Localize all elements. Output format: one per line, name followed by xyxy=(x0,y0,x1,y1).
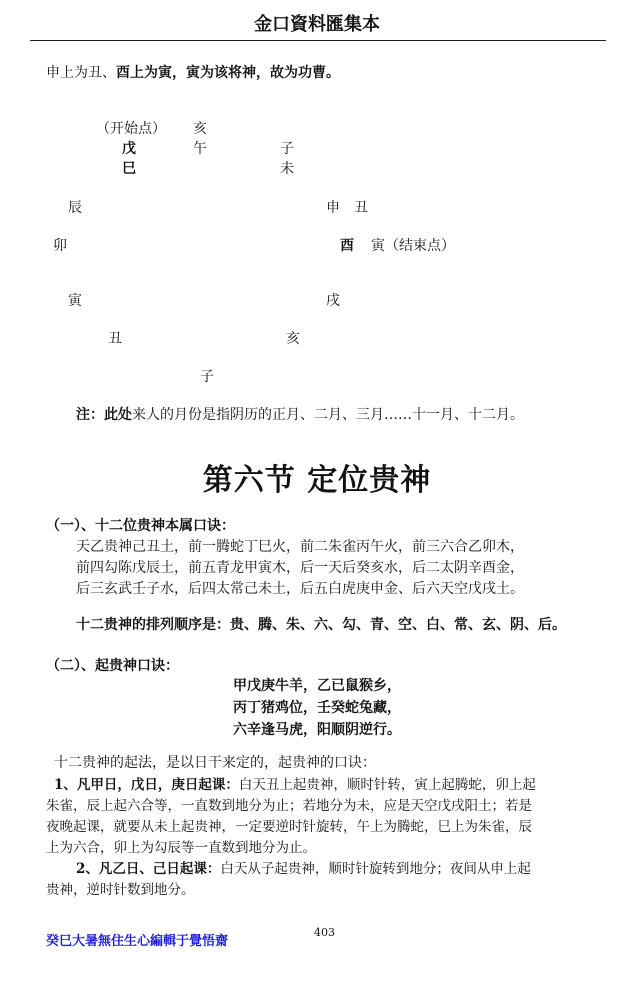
intro-bold: 酉上为寅，寅为该将神，故为功曹。 xyxy=(116,65,340,81)
part1-line-3: 后三玄武壬子水，后四太常己未土，后五白虎庚申金、后六天空戊戌土。 xyxy=(76,581,524,597)
rule2-label: 2、凡乙日、己日起课： xyxy=(76,861,221,877)
diagram-xu-right: 戌 xyxy=(326,293,340,309)
page-number: 403 xyxy=(314,926,335,939)
diagram-chou-low: 丑 xyxy=(108,331,122,347)
diagram-start-label: （开始点） xyxy=(96,121,166,137)
diagram-wei: 未 xyxy=(280,161,294,177)
diagram-si: 巳 xyxy=(122,161,136,177)
diagram-zi-bottom: 子 xyxy=(200,369,214,385)
diagram-chen: 辰 xyxy=(68,200,82,216)
diagram-zi-top: 子 xyxy=(280,141,294,157)
page-header-title: 金口資料匯集本 xyxy=(254,14,380,35)
diagram-yin-left: 寅 xyxy=(68,293,82,309)
note-label: 注：此处 xyxy=(76,407,132,423)
poem-line-3: 六辛逢马虎，阳顺阴逆行。 xyxy=(233,722,401,738)
rule2-line-2: 贵神，逆时针数到地分。 xyxy=(46,882,195,898)
rule1-line-1: 白天丑上起贵神，顺时针转，寅上起腾蛇，卯上起 xyxy=(238,777,536,793)
footer-editor-note: 癸巳大暑無住生心編輯于覺悟齋 xyxy=(46,934,229,949)
method-intro: 十二贵神的起法，是以日干来定的，起贵神的口诀： xyxy=(54,755,376,771)
rule2-first-line xyxy=(76,857,531,877)
part1-heading: （一）、十二位贵神本属口诀： xyxy=(46,518,235,534)
intro-line xyxy=(46,62,340,82)
note-text: 来人的月份是指阴历的正月、二月、三月……十一月、十二月。 xyxy=(132,407,524,423)
section-title: 第六节 定位贵神 xyxy=(202,463,432,498)
diagram-hai-low: 亥 xyxy=(286,331,300,347)
rule1-line-2: 朱雀，辰上起六合等，一直数到地分为止；若地分为未，应是天空戊戌阳土；若是 xyxy=(46,798,532,814)
diagram-you: 酉 xyxy=(340,238,354,254)
rule1-label: 1、凡甲日，戊日，庚日起课： xyxy=(54,777,239,793)
diagram-shen-chou: 申 丑 xyxy=(326,200,368,216)
intro-prefix: 申上为丑、 xyxy=(46,65,116,81)
rule1-line-3: 夜晚起课，就要从未上起贵神，一定要逆时针旋转，午上为腾蛇，巳上为朱雀，辰 xyxy=(46,819,532,835)
rule1-line-4: 上为六合，卯上为勾辰等一直数到地分为止。 xyxy=(46,840,316,856)
poem-line-1: 甲戊庚牛羊，乙已鼠猴乡， xyxy=(233,678,401,694)
part1-line-2: 前四勾陈戊辰土，前五青龙甲寅木，后一天后癸亥水，后二太阴辛酉金， xyxy=(76,560,524,576)
poem-line-2: 丙丁猪鸡位，壬癸蛇兔藏， xyxy=(233,700,401,716)
part1-line-1: 天乙贵神己丑土，前一腾蛇丁巳火，前二朱雀丙午火，前三六合乙卯木， xyxy=(76,539,524,555)
rule1-first-line xyxy=(46,773,536,793)
part2-heading: （二）、起贵神口诀： xyxy=(46,658,179,674)
diagram-yin-end: 寅（结束点） xyxy=(371,238,455,254)
order-line: 十二贵神的排列顺序是：贵、腾、朱、六、勾、青、空、白、常、玄、阴、后。 xyxy=(76,617,566,633)
diagram-mao: 卯 xyxy=(53,238,67,254)
diagram-hai-top: 亥 xyxy=(193,121,207,137)
header-rule xyxy=(30,40,606,41)
note-line xyxy=(76,404,524,424)
diagram-wu2: 午 xyxy=(193,141,207,157)
rule2-line-1: 白天从子起贵神，顺时针旋转到地分；夜间从申上起 xyxy=(220,861,531,877)
diagram-wu: 戊 xyxy=(122,141,136,157)
